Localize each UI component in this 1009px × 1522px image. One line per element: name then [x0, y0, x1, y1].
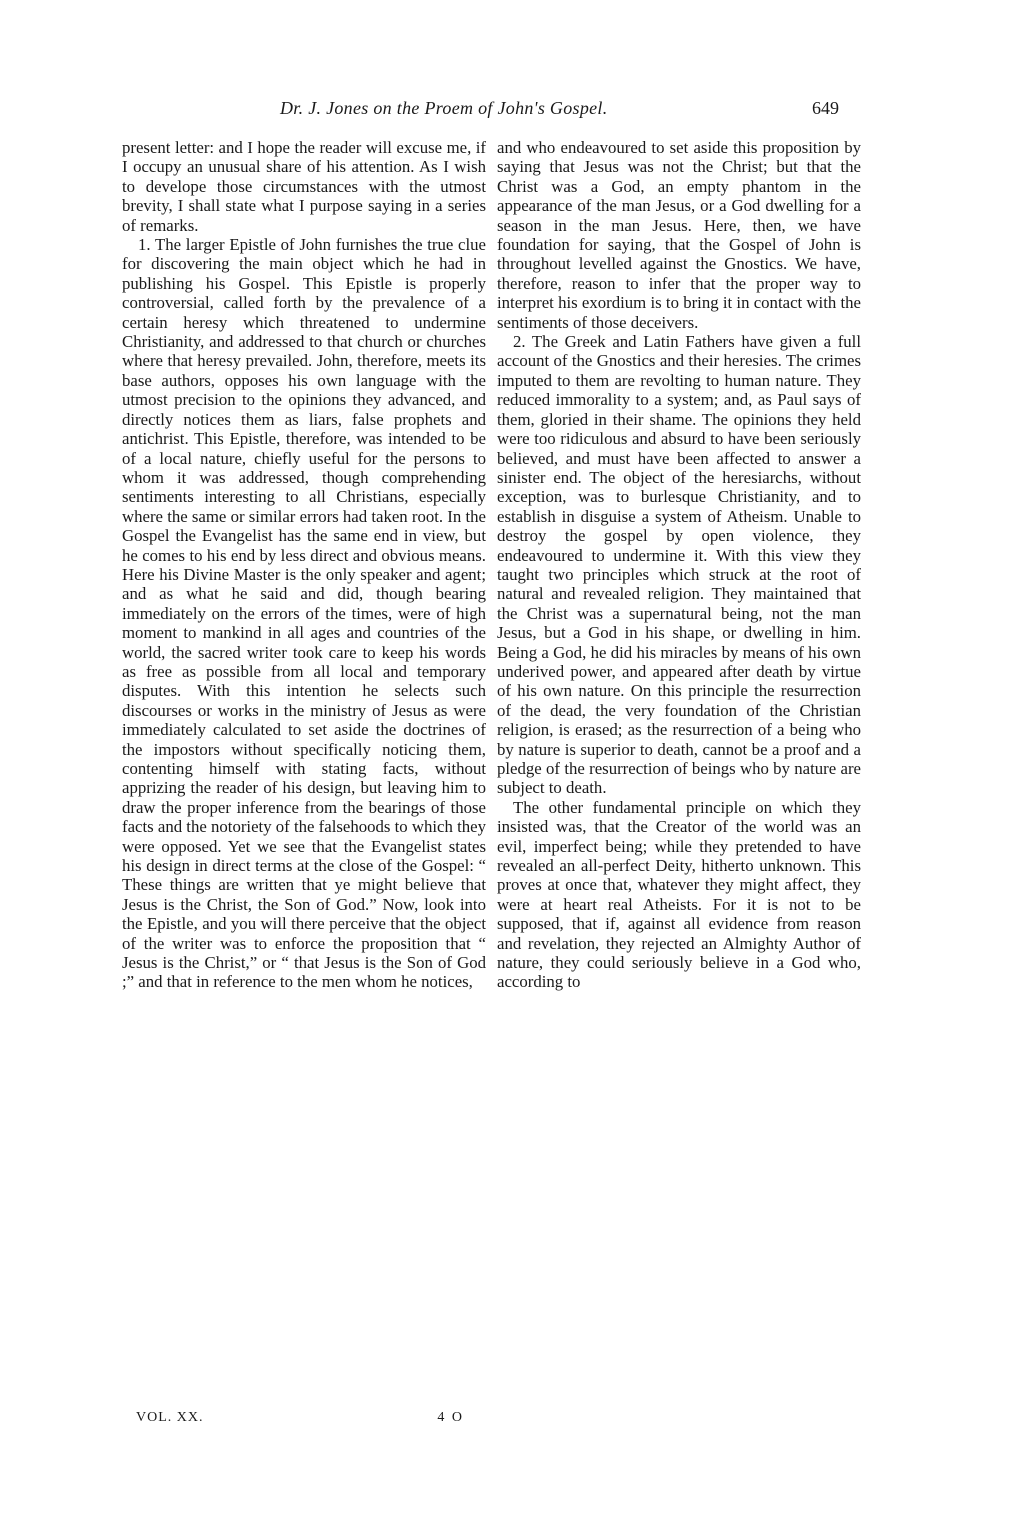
page-footer [122, 1410, 486, 1434]
paragraph: 2. The Greek and Latin Fathers have given a full account of the Gnostics and their heresies. The crimes imputed to them are revolting to human nature. They reduced immorality to a system; and, as Paul says of them, gloried in their shame. The opinions they held were too ridiculous and absurd to have been seriously believed, and must have been affected to answer a sinister end. The object of the heresiarchs, without exception, was to burlesque Christianity, and to establish in disguise a system of Atheism. Unable to destroy the gospel by open violence, they endeavoured to undermine it. With this view they taught two principles which struck at the root of natural and revealed religion. They maintained that the Christ was a supernatural being, not the man Jesus, but a God in his shape, or dwelling in him. Being a God, he did his miracles by means of his own underived power, and appeared after death by virtue of his own nature. On this principle the resurrection of the dead, the very foundation of the Christian religion, is erased; as the resurrection of a being who by nature is superior to death, cannot be a proof and a pledge of the resurrection of beings who by nature are subject to death. [497, 332, 861, 798]
running-header [0, 98, 1009, 126]
left-column [122, 138, 486, 992]
page-number: 649 [812, 98, 839, 118]
right-column [497, 138, 861, 992]
signature-mark: 4 O [437, 1410, 464, 1425]
volume-label: VOL. XX. [136, 1410, 204, 1425]
paragraph: The other fundamental principle on which they insisted was, that the Creator of the world was an evil, imperfect being; while they pretended to have revealed an all-perfect Deity, hitherto unknown. This proves at once that, whatever they might affect, they were at heart real Atheists. For it is not to be supposed, that if, against all evidence from reason and revelation, they rejected an Almighty Author of nature, they could seriously believe in a God who, according to [497, 797, 861, 992]
paragraph: 1. The larger Epistle of John furnishes the true clue for discovering the main object which he had in publishing his Gospel. This Epistle is properly controversial, called forth by the prevalence of a certain heresy which threatened to undermine Christianity, and addressed to that church or churches where that heresy prevailed. John, therefore, meets its base authors, opposes his own language with the utmost precision to the opinions they advanced, and directly notices them as liars, false prophets and antichrist. This Epistle, therefore, was intended to be of a local nature, chiefly useful for the persons to whom it was addressed, though comprehending sentiments interesting to all Christians, especially where the same or similar errors had taken root. In the Gospel the Evangelist has the same end in view, but he comes to his end by less direct and obvious means. Here his Divine Master is the only speaker and agent; and as what he said and did, though bearing immediately on the errors of the times, were of high moment to mankind in all ages and countries of the world, the sacred writer took care to keep his words as free as possible from all local and temporary disputes. With this intention he selects such discourses or works in the ministry of Jesus as were immediately calculated to set aside the doctrines of the impostors without specifically noticing them, contenting himself with stating facts, without apprizing the reader of his design, but leaving him to draw the proper inference from the bearings of those facts and the notoriety of the falsehoods to which they were opposed. Yet we see that the Evangelist states his design in direct terms at the close of the Gospel: “ These things are written that ye might believe that Jesus is the Christ, the Son of God.” Now, look into the Epistle, and you will there perceive that the object of the writer was to enforce the proposition that “ Jesus is the Christ,” or “ that Jesus is the Son of God ;” and that in reference to the men whom he notices, [122, 235, 486, 992]
paragraph: and who endeavoured to set aside this proposition by saying that Jesus was not the Christ; but that the Christ was a God, an empty phantom in the appearance of the man Jesus, or a God dwelling for a season in the man Jesus. Here, then, we have foundation for saying, that the Gospel of John is throughout levelled against the Gnostics. We have, therefore, reason to infer that the proper way to interpret his exordium is to bring it in contact with the sentiments of those deceivers. [497, 138, 861, 332]
running-title: Dr. J. Jones on the Proem of John's Gospel. [280, 98, 608, 118]
paragraph: present letter: and I hope the reader will excuse me, if I occupy an unusual share of his attention. As I wish to develope those circumstances with the utmost brevity, I shall state what I purpose saying in a series of remarks. [122, 138, 486, 235]
